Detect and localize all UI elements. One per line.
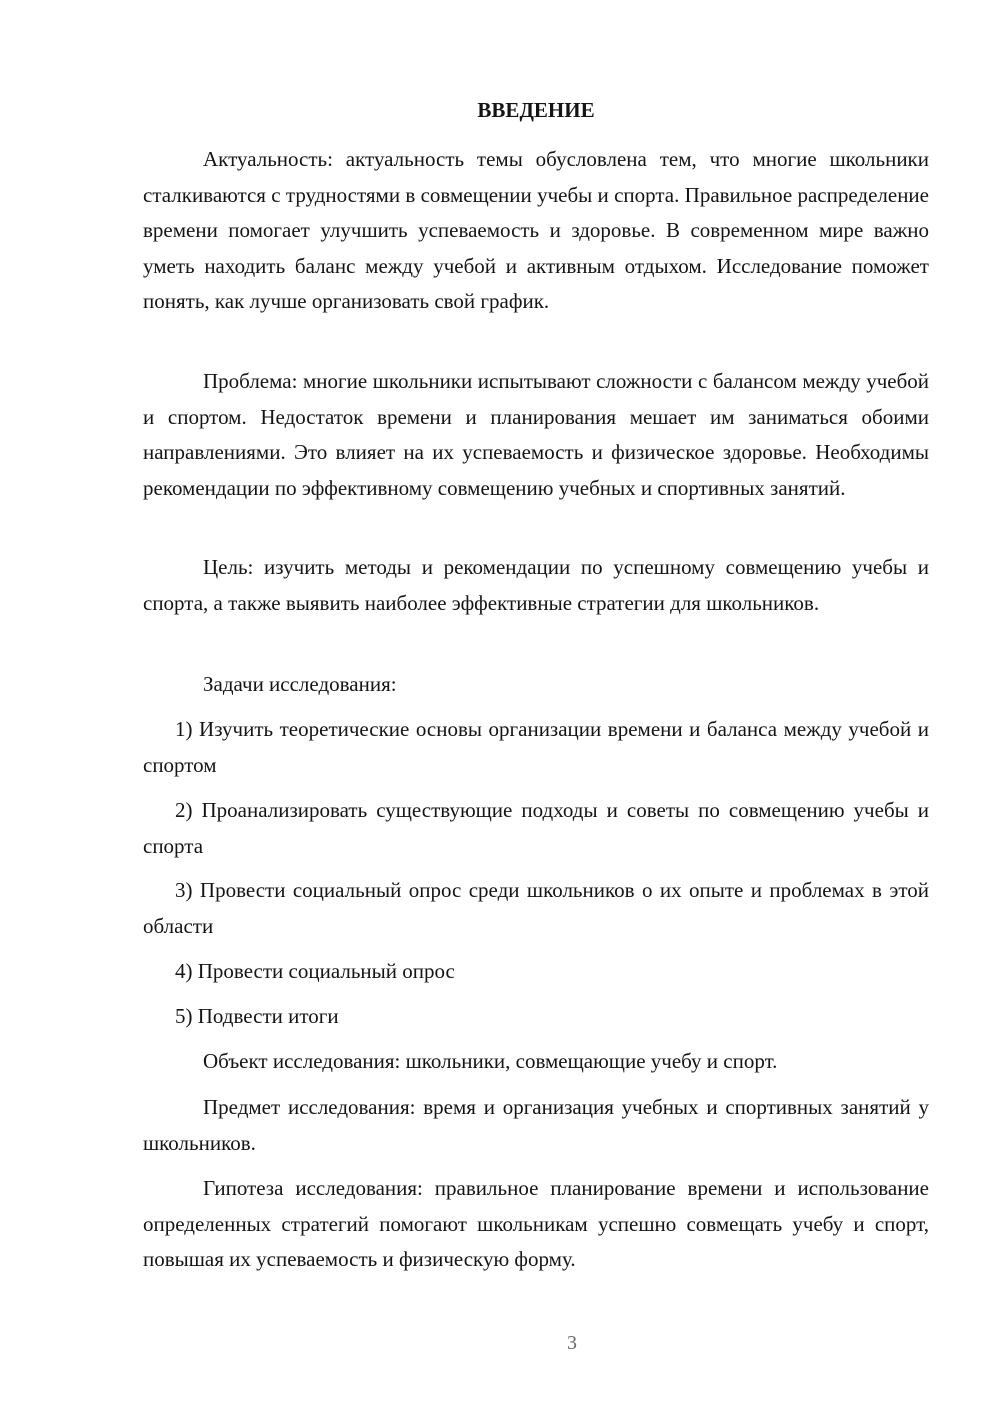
task-item-1: 1) Изучить теоретические основы организации времени и баланса между учебой и спортом <box>143 717 929 777</box>
task-item-2: 2) Проанализировать существующие подходы и советы по совмещению учебы и спорта <box>143 798 929 858</box>
task-item-4: 4) Провести социальный опрос <box>175 959 455 983</box>
task-item-3: 3) Провести социальный опрос среди школьников о их опыте и проблемах в этой области <box>143 878 929 938</box>
page-number: 3 <box>567 1332 577 1354</box>
section-title: ВВЕДЕНИЕ <box>477 98 595 122</box>
paragraph-relevance: Актуальность: актуальность темы обусловлена тем, что многие школьники сталкиваются с трудностями в совмещении учебы и спорта. Правильное распределение времени помогает улучшить успеваемость и здоровье. В современном мире важно уметь находить баланс между учебой и активным отдыхом. Исследование поможет понять, как лучше организовать свой график. <box>143 147 929 313</box>
paragraph-subject: Предмет исследования: время и организация учебных и спортивных занятий у школьников. <box>143 1095 929 1155</box>
paragraph-hypothesis: Гипотеза исследования: правильное планирование времени и использование определенных стратегий помогают школьникам успешно совмещать учебу и спорт, повышая их успеваемость и физическую форму. <box>143 1176 929 1271</box>
paragraph-problem: Проблема: многие школьники испытывают сложности с балансом между учебой и спортом. Недостаток времени и планирования мешает им заниматься обоими направлениями. Это влияет на их успеваемость и физическое здоровье. Необходимы рекомендации по эффективному совмещению учебных и спортивных занятий. <box>143 369 929 500</box>
tasks-heading: Задачи исследования: <box>203 672 397 696</box>
paragraph-goal: Цель: изучить методы и рекомендации по успешному совмещению учебы и спорта, а также выявить наиболее эффективные стратегии для школьников. <box>143 555 929 615</box>
paragraph-object: Объект исследования: школьники, совмещающие учебу и спорт. <box>203 1049 778 1073</box>
task-item-5: 5) Подвести итоги <box>175 1004 339 1028</box>
